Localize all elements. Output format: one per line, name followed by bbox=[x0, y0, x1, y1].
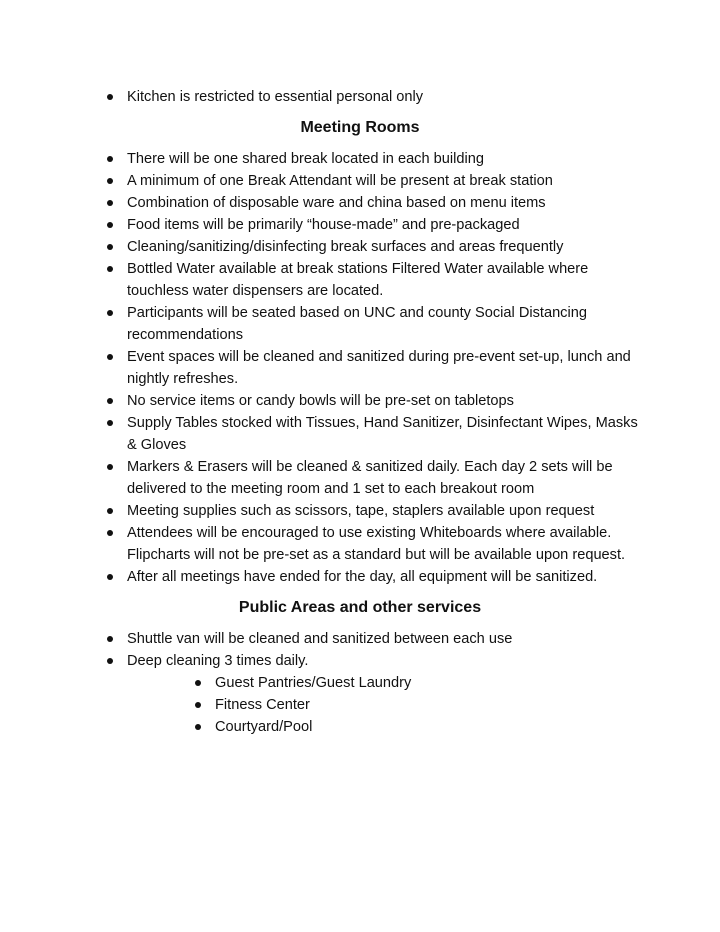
deep-cleaning-sublist bbox=[192, 672, 644, 738]
list-item: Attendees will be encouraged to use existing Whiteboards where available. Flipcharts will not be pre-set as a standard but will be available upon request. bbox=[104, 522, 644, 566]
list-item: Bottled Water available at break stations Filtered Water available where touchless water dispensers are located. bbox=[104, 258, 644, 302]
public-areas-list bbox=[104, 628, 644, 672]
list-item: Combination of disposable ware and china based on menu items bbox=[104, 192, 644, 214]
list-item: There will be one shared break located in each building bbox=[104, 148, 644, 170]
list-item: Meeting supplies such as scissors, tape, staplers available upon request bbox=[104, 500, 644, 522]
list-item: Shuttle van will be cleaned and sanitized between each use bbox=[104, 628, 644, 650]
list-item: Markers & Erasers will be cleaned & sanitized daily. Each day 2 sets will be delivered to the meeting room and 1 set to each breakout room bbox=[104, 456, 644, 500]
list-item: After all meetings have ended for the day, all equipment will be sanitized. bbox=[104, 566, 644, 588]
sub-list-item: Courtyard/Pool bbox=[192, 716, 644, 738]
section-heading-meeting-rooms: Meeting Rooms bbox=[300, 119, 420, 136]
list-item: Event spaces will be cleaned and sanitized during pre-event set-up, lunch and nightly refreshes. bbox=[104, 346, 644, 390]
list-item: Participants will be seated based on UNC and county Social Distancing recommendations bbox=[104, 302, 644, 346]
section-heading-public-areas: Public Areas and other services bbox=[238, 599, 482, 616]
list-item: Supply Tables stocked with Tissues, Hand Sanitizer, Disinfectant Wipes, Masks & Gloves bbox=[104, 412, 644, 456]
document-content bbox=[104, 86, 644, 738]
list-item: Cleaning/sanitizing/disinfecting break surfaces and areas frequently bbox=[104, 236, 644, 258]
intro-list bbox=[104, 86, 644, 108]
list-item: Kitchen is restricted to essential personal only bbox=[104, 86, 644, 108]
sub-list-item: Fitness Center bbox=[192, 694, 644, 716]
list-item: No service items or candy bowls will be pre-set on tabletops bbox=[104, 390, 644, 412]
list-item: A minimum of one Break Attendant will be present at break station bbox=[104, 170, 644, 192]
list-item: Food items will be primarily “house-made” and pre-packaged bbox=[104, 214, 644, 236]
sub-list-item: Guest Pantries/Guest Laundry bbox=[192, 672, 644, 694]
list-item: Deep cleaning 3 times daily. bbox=[104, 650, 644, 672]
meeting-rooms-list bbox=[104, 148, 644, 588]
